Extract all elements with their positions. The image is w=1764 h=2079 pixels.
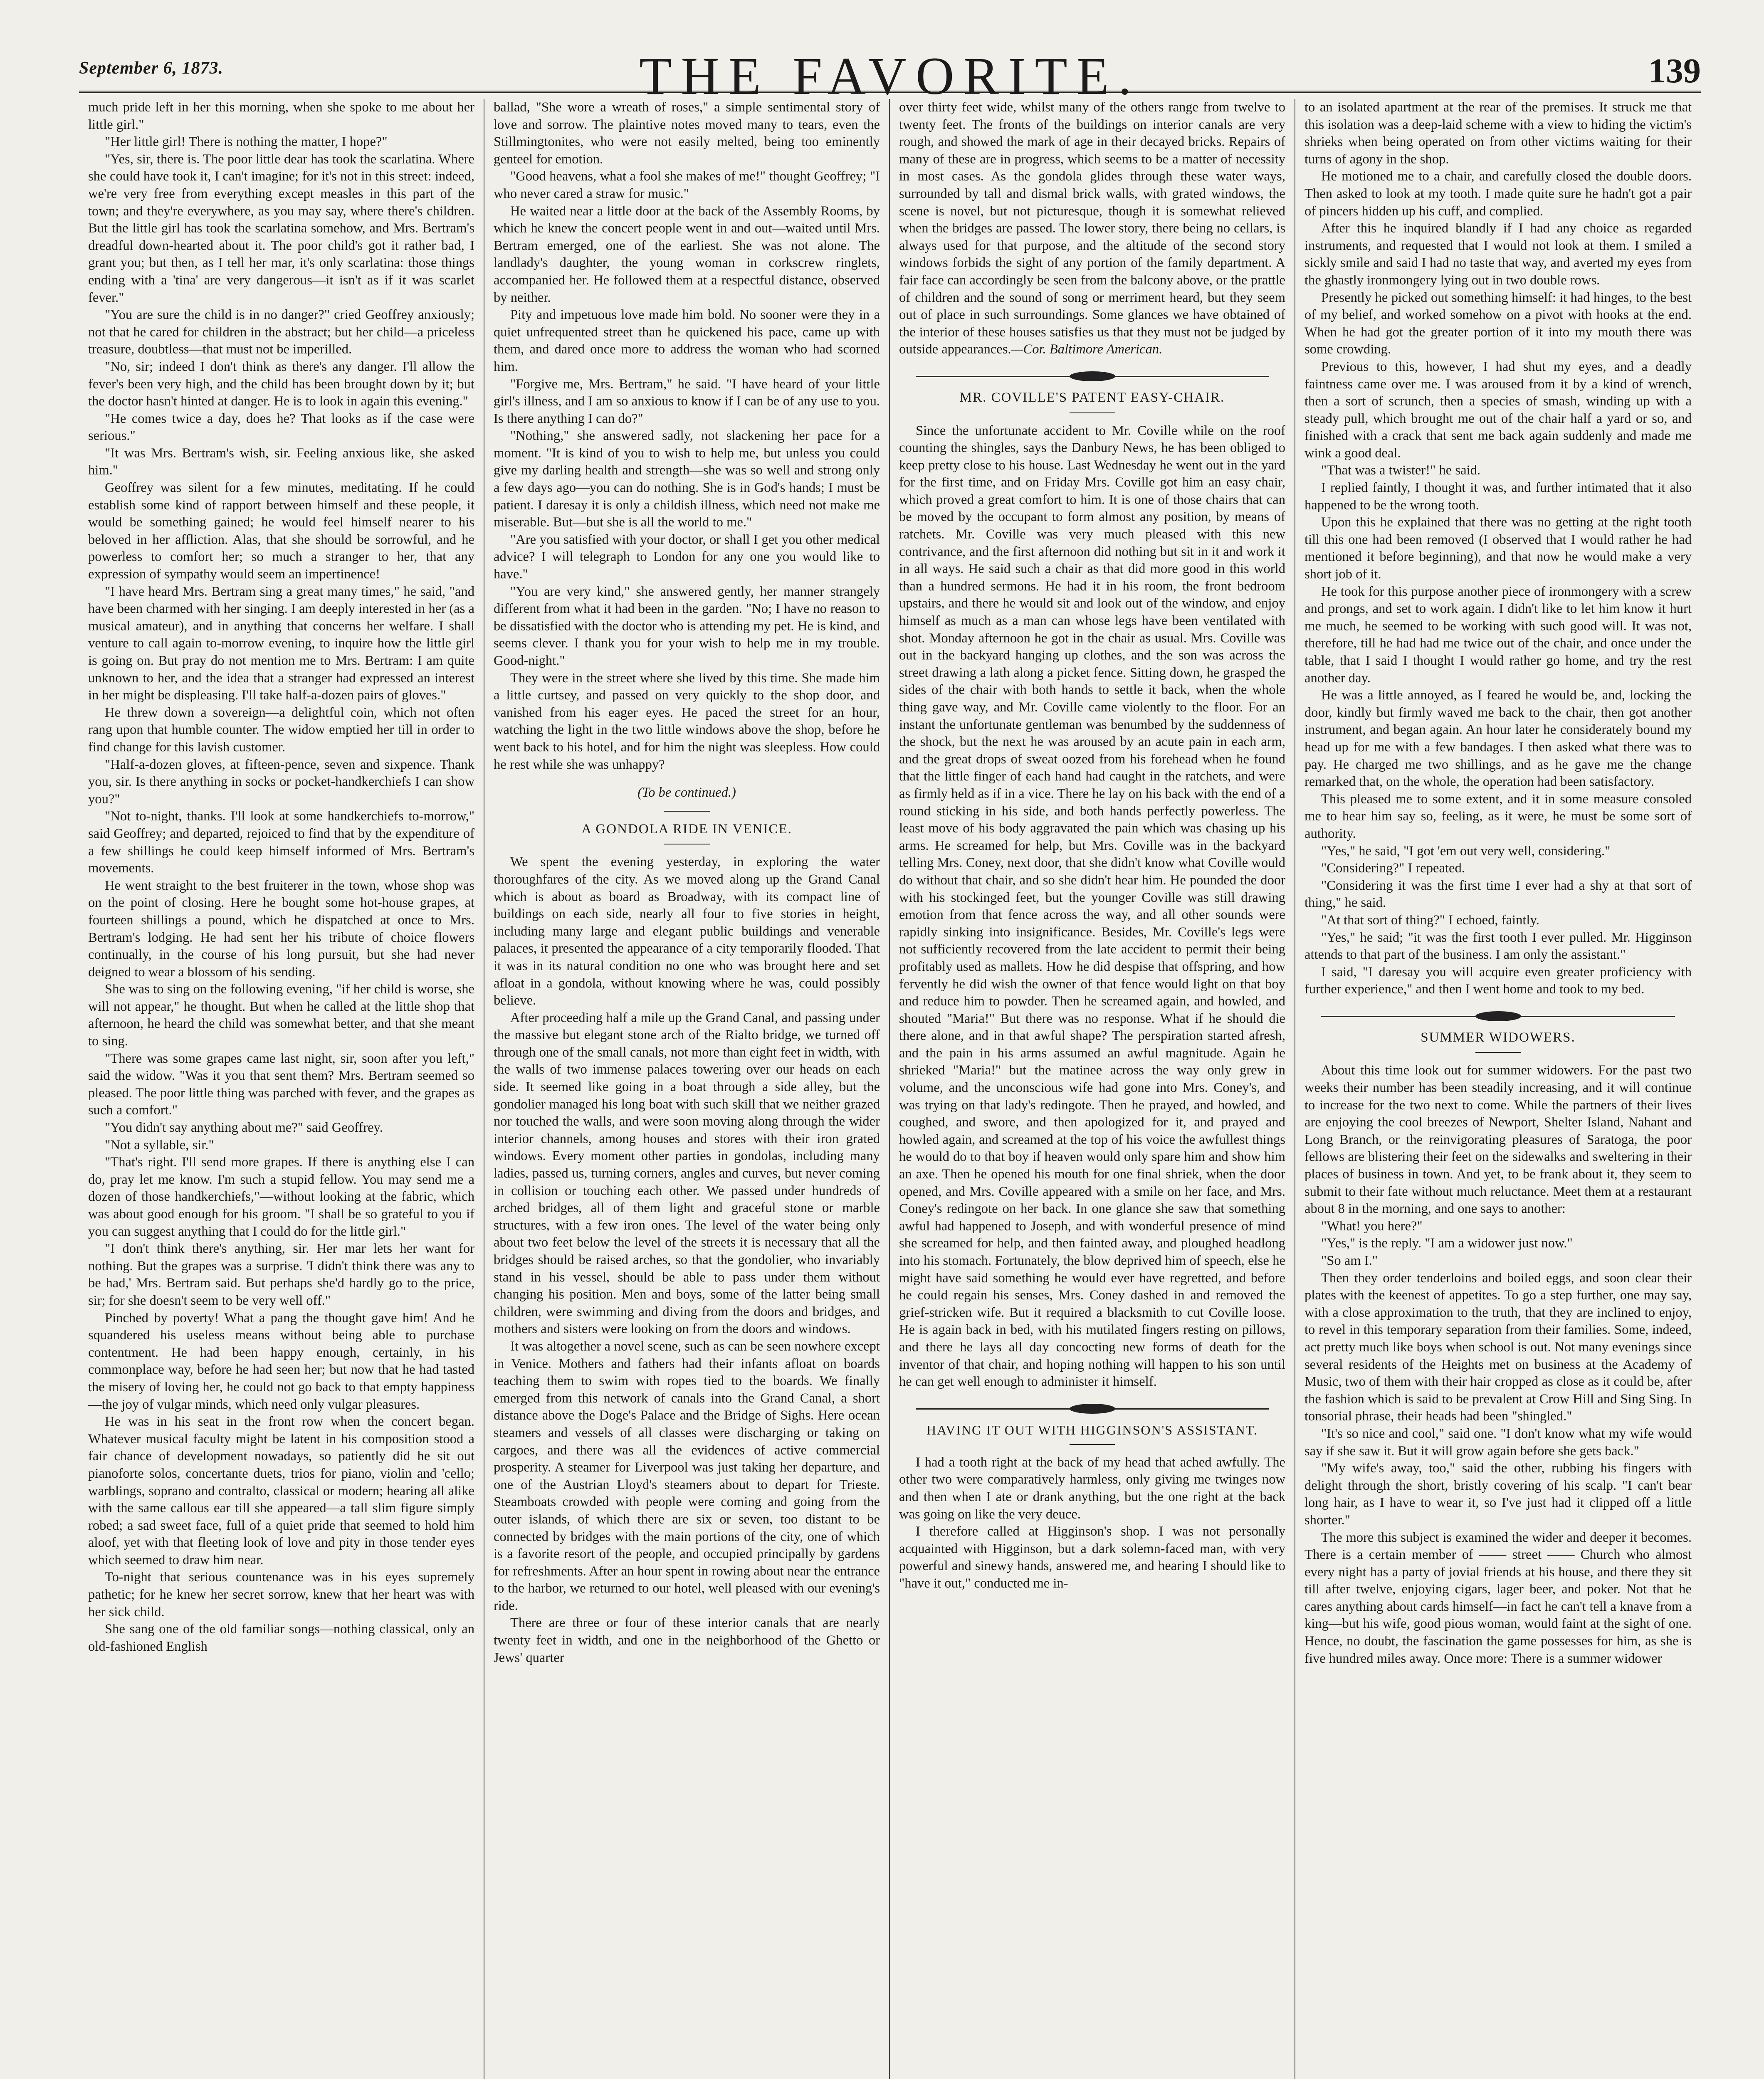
headline-easy-chair: MR. COVILLE'S PATENT EASY-CHAIR.: [959, 390, 1225, 405]
paragraph: "At that sort of thing?" I echoed, faintly.: [1321, 912, 1539, 928]
paragraph: "Yes," is the reply. "I am a widower just now.": [1321, 1236, 1573, 1251]
paragraph: He threw down a sovereign—a delightful coin, which not often rang upon that humble counter. The widow emptied her till in order to find change for this lavish customer.: [88, 705, 474, 755]
paragraph: "He comes twice a day, does he? That looks as if the case were serious.": [88, 411, 474, 444]
paragraph: "I don't think there's anything, sir. Her mar lets her want for nothing. But the grapes was a surprise. 'I didn't think there was any to be had,' Mrs. Bertram said. But perhaps she'd hardly go to the price, sir; for she doesn't seem to be very well off.": [88, 1241, 474, 1308]
ornamental-divider: [916, 371, 1269, 382]
paragraph: He was a little annoyed, as I feared he would be, and, locking the door, kindly but firmly waved me back to the chair, then got another instrument, and began again. An hour later he considerately bound my head up for me with a few bandages. I then asked what there was to pay. He charged me two shillings, and as he gave me the change remarked that, on the whole, the operation had been satisfactory.: [1304, 688, 1692, 790]
paragraph: "What! you here?": [1321, 1218, 1423, 1234]
paragraph: "Good heavens, what a fool she makes of me!" thought Geoffrey; "I who never cared a straw for music.": [494, 169, 880, 201]
paragraph: to an isolated apartment at the rear of the premises. It struck me that this isolation was a deep-laid scheme with a view to hiding the victim's shrieks when being operated on from other victims waiting for their turns of agony in the shop.: [1304, 100, 1692, 167]
paragraph: They were in the street where she lived by this time. She made him a little curtsey, and passed on very quickly to the shop door, and vanished from his eager eyes. He paced the street for an hour, watching the light in the two little windows above the shop, before he went back to his hotel, and for him the night was sleepless. How could he rest while she was unhappy?: [494, 670, 880, 772]
paragraph: He went straight to the best fruiterer in the town, whose shop was on the point of closing. Here he bought some hot-house grapes, at fourteen shillings a pound, which he dispatched at once to Mrs. Bertram's lodging. He had sent her his tribute of choice flowers continually, in the course of his long pursuit, but she had never deigned to wear a blossom of his sending.: [88, 878, 474, 980]
paragraph: Pinched by poverty! What a pang the thought gave him! And he squandered his useless means without being able to purchase contentment. He had been happy enough, certainly, in his commonplace way, before he had seen her; but now that he had tasted the misery of loving her, he could not go back to that empty happiness—the joy of vulgar minds, which need only vulgar pleasures.: [88, 1310, 474, 1412]
paragraph: There are three or four of these interior canals that are nearly twenty feet in width, and one in the neighborhood of the Ghetto or Jews' quarter: [494, 1615, 880, 1665]
paragraph: Then they order tenderloins and boiled eggs, and soon clear their plates with the keenest of appetites. To go a step further, one may say, with a close approximation to the truth, that they are inclined to enjoy, to revel in this temporary separation from their families. Some, indeed, act pretty much like boys when school is out. Not many evenings since several residents of the Heights met on business at the Academy of Music, two of them with their hair cropped as close as it could be, after the fashion which is said to be prevalent at Crow Hill and Sing Sing. In tonsorial phrase, their heads had been "shingled.": [1304, 1270, 1692, 1424]
article-columns: [79, 99, 1701, 2079]
headline-gondola: A GONDOLA RIDE IN VENICE.: [581, 821, 792, 837]
paragraph: He motioned me to a chair, and carefully closed the double doors. Then asked to look at my tooth. I made quite sure he hadn't got a pair of pincers hidden up his cuff, and complied.: [1304, 169, 1692, 219]
issue-date: September 6, 1873.: [79, 59, 223, 78]
paragraph: "That was a twister!" he said.: [1321, 463, 1481, 478]
paragraph: I said, "I daresay you will acquire even greater proficiency with further experience," and then I went home and took to my bed.: [1304, 964, 1692, 997]
paragraph: Geoffrey was silent for a few minutes, meditating. If he could establish some kind of rapport between himself and these people, it would be something gained; he would feel himself nearer to his beloved in her affliction. Alas, that she should be sorrowful, and he powerless to comfort her; so much a stranger to her, that any expression of sympathy would seem an impertinence!: [88, 480, 474, 582]
paragraph: "That's right. I'll send more grapes. If there is anything else I can do, pray let me know. I'm such a stupid fellow. You may send me a dozen of those handkerchiefs,"—without looking at the fabric, which was about good enough for his groom. "I shall be so grateful to you if you can suggest anything that I could do for the little girl.": [88, 1155, 474, 1239]
paragraph: After proceeding half a mile up the Grand Canal, and passing under the massive but elegant stone arch of the Rialto bridge, we turned off through one of the small canals, not more than eight feet in width, with the walls of two immense palaces towering over our heads on each side. It seemed like going in a boat through a side alley, but the gondolier managed his long boat with such skill that we neither grazed nor touched the walls, and were soon moving along through the wider interior channels, among houses and stores with their iron grated windows. Every moment other parties in gondolas, including many ladies, passed us, turning corners, angles and curves, but never coming in collision or touching each other. We passed under hundreds of arched bridges, all of them light and graceful stone or marble structures, with a few iron ones. The level of the water being only about two feet below the level of the streets it is necessary that all the bridges should be raised arches, so that the gondolier, who invariably stand in his vessel, should be able to pass under them without changing his position. Men and boys, some of the latter being small children, were swimming and diving from the doors and bridges, and mothers and sisters were looking on from the doors and windows.: [494, 1010, 880, 1337]
paragraph-text: over thirty feet wide, whilst many of the others range from twelve to twenty feet. The fronts of the buildings on interior canals are very rough, and showed the mark of age in their decayed bricks. Repairs of many of these are in progress, which seems to be a matter of necessity in most cases. As the gondola glides through these water ways, surrounded by tall and dismal brick walls, with grated windows, the scene is novel, but not picturesque, though it is somewhat relieved when the bridges are passed. The lower story, there being no cellars, is always used for that purpose, and the altitude of the second story windows forbids the sight of any portion of the family department. A fair face can accordingly be seen from the balcony above, or the prattle of children and the sound of song or merriment heard, but they seem out of place in such surroundings. Some glances we have obtained of the interior of these houses satisfies us that they must not be judged by outside appearances.: [899, 100, 1285, 357]
paragraph: I therefore called at Higginson's shop. I was not personally acquainted with Higginson, but a dark solemn-faced man, with very powerful and sinewy hands, answered me, and hearing I should like to "have it out," conducted me in-: [899, 1524, 1285, 1591]
paragraph: "You are sure the child is in no danger?" cried Geoffrey anxiously; not that he cared for children in the abstract; but her child—a priceless treasure, doubtless—that must not be imperilled.: [88, 307, 474, 357]
paragraph: The more this subject is examined the wider and deeper it becomes. There is a certain member of —— street —— Church who almost every night has a party of jovial friends at his house, and there they sit till after twelve, enjoying cigars, lager beer, and poker. Not that he cares anything about cards himself—in fact he can't tell a knave from a king—but his wife, good pious woman, would faint at the sight of one. Hence, no doubt, the fascination the game possesses for him, as she is five hundred miles away. Once more: There is a summer widower: [1304, 1530, 1692, 1666]
divider: [1475, 1052, 1521, 1053]
paragraph: "Forgive me, Mrs. Bertram," he said. "I have heard of your little girl's illness, and I am so anxious to know if I can be of any use to you. Is there anything I can do?": [494, 376, 880, 426]
paragraph: "Considering?" I repeated.: [1321, 861, 1465, 876]
ornamental-divider: [1321, 1011, 1675, 1022]
paragraph: She was to sing on the following evening, "if her child is worse, she will not appear," he thought. But when he called at the little shop that afternoon, he heard the child was somewhat better, and that she meant to sing.: [88, 982, 474, 1049]
column-4: [1295, 99, 1701, 2079]
ornamental-divider: [916, 1403, 1269, 1414]
paragraph: She sang one of the old familiar songs—nothing classical, only an old-fashioned English: [88, 1622, 474, 1654]
paragraph: much pride left in her this morning, when she spoke to me about her little girl.": [88, 100, 474, 132]
paragraph: About this time look out for summer widowers. For the past two weeks their number has been steadily increasing, and it will continue to increase for the two next to come. While the partners of their lives are enjoying the cool breezes of Newport, Shelter Island, Nahant and Long Branch, or the reinvigorating pleasures of Saratoga, the poor fellows are blistering their feet on the sidewalks and sweltering in their places of business in town. And yet, to be frank about it, they seem to submit to their fate without much reluctance. Meet them at a restaurant about 8 in the morning, and one says to another:: [1304, 1063, 1692, 1217]
paragraph: "Her little girl! There is nothing the matter, I hope?": [105, 134, 388, 150]
paragraph: "Nothing," she answered sadly, not slackening her pace for a moment. "It is kind of you to wish to help me, but unless you could give my darling health and strength—she was so well and strong only a few days ago—you can do nothing. She is in God's hands; I must be patient. I daresay it is only a childish illness, which need not make me miserable. But—but she is all the world to me.": [494, 428, 880, 530]
paragraph: "I have heard Mrs. Bertram sing a great many times," he said, "and have been charmed with her singing. I am deeply interested in her (as a musical amateur), and in anything that concerns her welfare. I shall venture to call again to-morrow evening, to inquire how the little girl is going on. But pray do not mention me to Mrs. Bertram: I am quite unknown to her, and the idea that a stranger had expressed an interest in her might be displeasing. I'll take half-a-dozen pairs of gloves.": [88, 584, 474, 703]
paragraph: "Yes," he said; "it was the first tooth I ever pulled. Mr. Higginson attends to that part of the business. I am only the assistant.": [1304, 930, 1692, 963]
paragraph: After this he inquired blandly if I had any choice as regarded instruments, and requested that I would not look at them. I smiled a sickly smile and said I had no taste that way, and averted my eyes from the ghastly ironmongery lying out in two double rows.: [1304, 221, 1692, 288]
paragraph: ballad, "She wore a wreath of roses," a simple sentimental story of love and sorrow. The plaintive notes moved many to tears, even the Stillmingtonites, who were not easily melted, being too eminently genteel for emotion.: [494, 100, 880, 167]
paragraph: "You didn't say anything about me?" said Geoffrey.: [105, 1120, 383, 1136]
paragraph: We spent the evening yesterday, in exploring the water thoroughfares of the city. As we moved along up the Grand Canal which is about as board as Broadway, with its compact line of buildings on each side, nearly all four to five stories in height, including many large and elegant public buildings and venerable palaces, it presented the appearance of a city temporarily flooded. That it was in its natural condition no one who was brought here and set afloat in a gondola, without knowing where he was, could possibly believe.: [494, 854, 880, 1008]
paragraph: To-night that serious countenance was in his eyes supremely pathetic; for he knew her secret sorrow, knew that her heart was with her sick child.: [88, 1570, 474, 1620]
paragraph: "My wife's away, too," said the other, rubbing his fingers with delight through the short, bristly covering of his scalp. "I can't bear long hair, as I have to wear it, so I've just had it clipped off a little shorter.": [1304, 1461, 1692, 1528]
paragraph: He waited near a little door at the back of the Assembly Rooms, by which he knew the concert people went in and out—waited until Mrs. Bertram emerged, one of the earliest. She was not alone. The landlady's daughter, the young woman in corkscrew ringlets, accompanied her. He followed them at a respectful distance, observed by neither.: [494, 203, 880, 305]
paragraph: I had a tooth right at the back of my head that ached awfully. The other two were comparatively harmless, only giving me twinges now and then when I ate or drank anything, but the one right at the back was going on like the very deuce.: [899, 1454, 1285, 1522]
newspaper-title: THE FAVORITE.: [639, 47, 1141, 106]
paragraph: This pleased me to some extent, and it in some measure consoled me to hear him say so, feeling, as it were, he must be some sort of authority.: [1304, 791, 1692, 841]
paragraph: "Yes, sir, there is. The poor little dear has took the scarlatina. Where she could have took it, I can't imagine; for it's not in this street: indeed, we're very free from everything except measles in this part of the town; and they're everywhere, as you may say, where there's children. But the little girl has took the scarlatina somehow, and Mrs. Bertram's dreadful down-hearted about it. The poor child's got it rather bad, I grant you; but then, as I tell her mar, it's only scarlatina: those things ending with a 'tina' are very dangerous—it isn't as if it was scarlet fever.": [88, 151, 474, 305]
to-be-continued: (To be continued.): [637, 785, 736, 800]
paragraph: "Half-a-dozen gloves, at fifteen-pence, seven and sixpence. Thank you, sir. Is there anything in socks or pocket-handkerchiefs I can show you?": [88, 757, 474, 807]
paragraph: [899, 99, 1285, 358]
paragraph: Previous to this, however, I had shut my eyes, and a deadly faintness came over me. I was aroused from it by a kind of wrench, then a sort of scrunch, then a species of smash, winding up with a steady pull, which brought me out of the chair half a yard or so, and finished with a crack that sent me back again suddenly and made me wink a good deal.: [1304, 359, 1692, 461]
page-number: 139: [1648, 52, 1701, 90]
paragraph: He was in his seat in the front row when the concert began. Whatever musical faculty might be latent in his composition stood a fair chance of development nowadays, so patiently did he sit out pianoforte solos, concertante duets, trios for piano, violin and 'cello; warblings, soprano and contralto, classical or modern; hearing all alike with the same callous ear till she appeared—a tall slim figure simply robed; a sad sweet face, full of a quiet pride that seemed to hold him aloof, yet with that fleeting look of love and pity in those tender eyes which seemed to draw him near.: [88, 1414, 474, 1568]
paragraph: Pity and impetuous love made him bold. No sooner were they in a quiet unfrequented street than he quickened his pace, came up with them, and dared once more to address the woman who had scorned him.: [494, 307, 880, 374]
paragraph: Upon this he explained that there was no getting at the right tooth till this one had been removed (I observed that I would rather he had mentioned it before beginning), and that now he would make a very short job of it.: [1304, 515, 1692, 582]
paragraph: "Yes," he said, "I got 'em out very well, considering.": [1321, 843, 1611, 859]
paragraph: "It's so nice and cool," said one. "I don't know what my wife would say if she saw it. But it will grow again before she gets back.": [1304, 1426, 1692, 1459]
masthead: [79, 20, 1701, 106]
column-3: [890, 99, 1295, 2079]
paragraph: He took for this purpose another piece of ironmongery with a screw and prongs, and set to work again. I didn't like to let him know it hurt me much, he seemed to be working with such good will. It was not, therefore, till he had had me twice out of the chair, and once under the table, that I said I thought I would rather go home, and try the rest another day.: [1304, 584, 1692, 686]
paragraph: "You are very kind," she answered gently, her manner strangely different from what it had been in the garden. "No; I have no reason to be dissatisfied with the doctor who is attending my pet. He is kind, and seems clever. I thank you for your wish to help me in my trouble. Good-night.": [494, 584, 880, 668]
paragraph: "Not to-night, thanks. I'll look at some handkerchiefs to-morrow," said Geoffrey; and departed, rejoiced to find that by the expenditure of a few shillings he could keep himself informed of Mrs. Bertram's movements.: [88, 809, 474, 876]
paragraph: "No, sir; indeed I don't think as there's any danger. I'll allow the fever's been very high, and the child has been brought down by it; but the doctor hasn't hinted at danger. He is to look in again this evening.": [88, 359, 474, 409]
paragraph: It was altogether a novel scene, such as can be seen nowhere except in Venice. Mothers and fathers had their infants afloat on boards teaching them to swim with ropes tied to the boards. We finally emerged from this network of canals into the Grand Canal, a short distance above the Doge's Palace and the Bridge of Sighs. Here ocean steamers and vessels of all classes were discharging or taking on cargoes, and there was all the evidences of active commercial prosperity. A steamer for Liverpool was just taking her departure, and one of the Austrian Lloyd's steamers about to depart for Trieste. Steamboats crowded with people were coming and going from the outer islands, of which there are six or seven, too distant to be connected by bridges with the main portions of the city, one of which is a favorite resort of the people, and occupied principally by gardens for refreshments. After an hour spent in rowing about near the entrance to the harbor, we returned to our hotel, well pleased with our evening's ride.: [494, 1338, 880, 1613]
divider: [1070, 412, 1115, 413]
headline-summer-widowers: SUMMER WIDOWERS.: [1421, 1030, 1576, 1045]
divider: [664, 811, 710, 812]
paragraph: "Considering it was the first time I ever had a shy at that sort of thing," he said.: [1304, 878, 1692, 911]
paragraph: "Are you satisfied with your doctor, or shall I get you other medical advice? I will telegraph to London for any one you would like to have.": [494, 532, 880, 582]
paragraph: "There was some grapes came last night, sir, soon after you left," said the widow. "Was it you that sent them? Mrs. Bertram seemed so pleased. The poor little thing was parched with fever, and the grapes as such a comfort.": [88, 1051, 474, 1118]
paragraph: "It was Mrs. Bertram's wish, sir. Feeling anxious like, she asked him.": [88, 445, 474, 478]
column-1: [79, 99, 484, 2079]
headline-higginson: HAVING IT OUT WITH HIGGINSON'S ASSISTANT.: [926, 1422, 1258, 1437]
paragraph: "So am I.": [1321, 1253, 1378, 1268]
paragraph: Presently he picked out something himself: it had hinges, to the best of my belief, and worked somehow on a pivot with hooks at the end. When he had got the greater portion of it into my mouth there was some crowding.: [1304, 290, 1692, 357]
column-2: [484, 99, 890, 2079]
paragraph: Since the unfortunate accident to Mr. Coville while on the roof counting the shingles, says the Danbury News, he has been obliged to keep pretty close to his house. Last Wednesday he went out in the yard for the first time, and on Friday Mrs. Coville got him an easy chair, which proved a great comfort to him. It is one of those chairs that can be moved by the occupant to form almost any position, by means of ratchets. Mr. Coville was very much pleased with this new contrivance, and the first afternoon did nothing but sit in it and work it in all ways. He said such a chair as that did more good in this world than a hundred sermons. He had it in his room, the front bedroom upstairs, and there he would sit and look out of the window, and enjoy himself as much as a man can whose legs have been ventilated with shot. Monday afternoon he got in the chair as usual. Mrs. Coville was out in the backyard hanging up clothes, and the son was across the street drawing a lath along a picket fence. Sitting down, he grasped the sides of the chair with both hands to settle it back, when the whole thing gave way, and Mr. Coville came violently to the floor. For an instant the unfortunate gentleman was benumbed by the suddenness of the shock, but the next he was aroused by an acute pain in each arm, and the great drops of sweat oozed from his forehead when he found that the little finger of each hand had caught in the ratchets, and were as firmly held as if in a vice. There he lay on his back with the end of a round sticking in his side, and both hands perfectly powerless. The least move of his body aggravated the pain which was chasing up his arms. He screamed for help, but Mrs. Coville was in the backyard telling Mrs. Coney, next door, that she didn't know what Coville would do without that chair, and so she didn't hear him. He pounded the door with his stockinged feet, but the younger Coville was still drawing emotion from that fence across the way, and all other sounds were rapidly sinking into insignificance. Besides, Mr. Coville's legs were not sufficiently recovered from the late accident to permit their being profitably used as mallets. How he did despise that offspring, and how fervently he did wish the owner of that fence would light on that boy and reduce him to powder. Then he screamed again, and howled, and shouted "Maria!" But there was no response. What if he should die there alone, and in that awful shape? The perspiration started afresh, and the pain in his arms assumed an awful magnitude. Again he shrieked "Maria!" but the matinee across the way only grew in volume, and the unconscious wife had gone into Mrs. Coney's, and was trying on that lady's redingote. Then he prayed, and howled, and coughed, and swore, and then apologized for it, and prayed and howled again, and screamed at the top of his voice the awfullest things he would do to that boy if heaven would only spare him and show him an axe. Then he opened his mouth for one final shriek, when the door opened, and Mrs. Coville appeared with a smile on her face, and Mrs. Coney's redingote on her back. In one glance she saw that something awful had happened to Joseph, and with wonderful presence of mind she screamed for help, and then fainted away, and ploughed headlong into his stomach. Fortunately, the blow deprived him of speech, else he might have said something he would ever have regretted, and before he could regain his senses, Mrs. Coney dashed in and removed the grief-stricken wife. But it required a blacksmith to cut Coville loose. He is again back in bed, with his mutilated fingers resting on pillows, and there he lays all day concocting new forms of death for the inventor of that chair, and hoping nothing will happen to his son until he can get well enough to administer it himself.: [899, 423, 1285, 1390]
byline: —Cor. Baltimore American.: [1011, 342, 1163, 357]
divider: [1070, 1444, 1115, 1445]
paragraph: I replied faintly, I thought it was, and further intimated that it also happened to be the wrong tooth.: [1304, 480, 1692, 513]
paragraph: "Not a syllable, sir.": [105, 1137, 214, 1153]
